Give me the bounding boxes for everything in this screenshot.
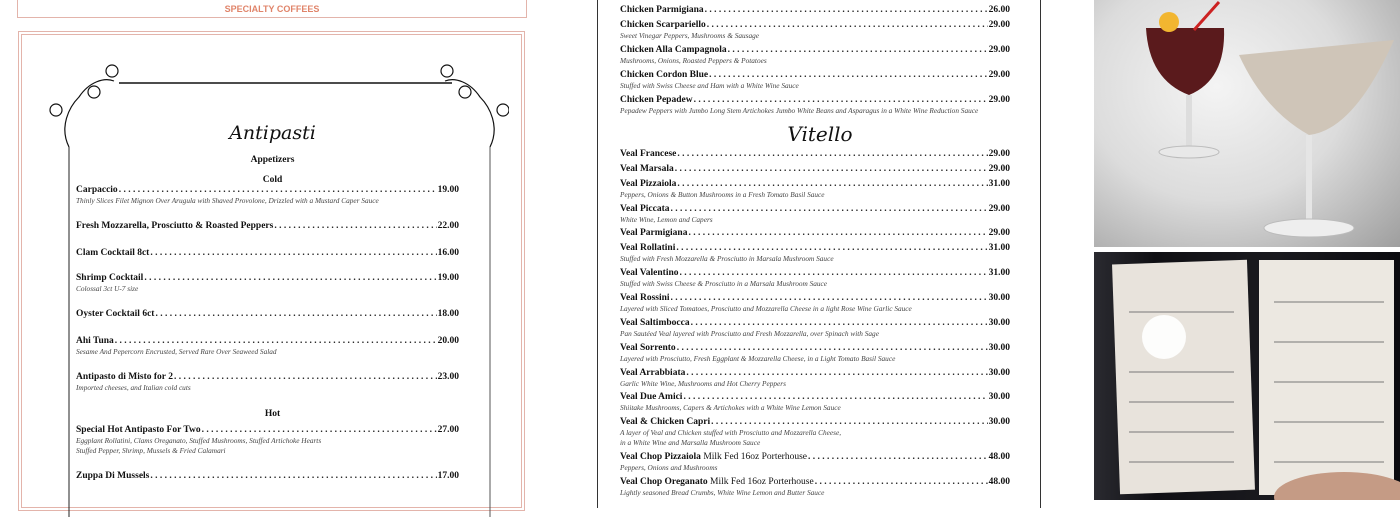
item-price: 19.00 [437, 273, 459, 283]
item-price: 29.00 [988, 149, 1010, 159]
item-description: Shiitake Mushrooms, Capers & Artichokes with a White Wine Lemon Sauce [620, 403, 841, 412]
item-note: Milk Fed 16oz Porterhouse [710, 477, 814, 487]
menu-item [620, 228, 1010, 238]
dot-leader [688, 228, 987, 238]
dot-leader [150, 248, 436, 258]
item-description: Stuffed Pepper, Shrimp, Mussels & Fried Calamari [76, 446, 226, 455]
item-price: 31.00 [988, 268, 1010, 278]
item-description: Mushrooms, Onions, Roasted Peppers & Potatoes [620, 56, 767, 65]
item-price: 30.00 [988, 368, 1010, 378]
dot-leader [671, 293, 988, 303]
dot-leader [686, 368, 987, 378]
item-name: Chicken Scarpariello [620, 20, 706, 30]
item-description: Pepadew Peppers with Jumbo Long Stem Artichokes Jumbo White Beans and Asparagus in a White Wine Reduction Sauce [620, 106, 979, 115]
menu-item [76, 248, 459, 258]
dot-leader [680, 268, 988, 278]
item-price: 30.00 [988, 293, 1010, 303]
item-price: 27.00 [437, 425, 459, 435]
dot-leader [808, 452, 988, 462]
specialty-coffees-label: SPECIALTY COFFEES [224, 4, 320, 14]
item-description: Lightly seasoned Bread Crumbs, White Wine Lemon and Butter Sauce [620, 488, 825, 497]
menu-item [620, 392, 1010, 402]
menu-item [620, 5, 1010, 15]
menu-item [620, 45, 1010, 55]
menu-booklet-image [1094, 252, 1400, 500]
menu-item [620, 164, 1010, 174]
menu-item [620, 70, 1010, 80]
item-price: 29.00 [988, 70, 1010, 80]
item-name: Veal Marsala [620, 164, 674, 174]
item-price: 29.00 [988, 45, 1010, 55]
item-name: Veal Rollatini [620, 243, 676, 253]
item-note: Milk Fed 16oz Porterhouse [703, 452, 808, 462]
menu-item [76, 471, 459, 481]
item-name: Chicken Cordon Blue [620, 70, 709, 80]
item-price: 19.00 [437, 185, 459, 195]
item-price: 18.00 [437, 309, 459, 319]
dot-leader [728, 45, 988, 55]
item-description: A layer of Veal and Chicken stuffed with Prosciutto and Mozzarella Cheese, [620, 428, 842, 437]
cocktail-glasses-image [1094, 0, 1400, 247]
dot-leader [677, 179, 987, 189]
item-price: 31.00 [988, 179, 1010, 189]
dot-leader [274, 221, 436, 231]
dot-leader [691, 318, 988, 328]
dot-leader [677, 343, 988, 353]
item-name: Veal Arrabbiata [620, 368, 686, 378]
item-price: 20.00 [437, 336, 459, 346]
dot-leader [705, 5, 988, 15]
item-name: Chicken Parmigiana [620, 5, 704, 15]
item-name: Veal & Chicken Capri [620, 417, 711, 427]
item-price: 30.00 [988, 417, 1010, 427]
item-name: Special Hot Antipasto For Two [76, 425, 201, 435]
menu-item [620, 417, 1010, 427]
item-description: Layered with Prosciutto, Fresh Eggplant & Mozzarella Cheese, in a Light Tomato Basil Sauce [620, 354, 896, 363]
item-description: Stuffed with Fresh Mozzarella & Prosciutto in Marsala Mushroom Sauce [620, 254, 834, 263]
menu-item [76, 185, 459, 195]
entree-menu-page [597, 0, 1041, 508]
item-description: Imported cheeses, and Italian cold cuts [76, 383, 191, 392]
dot-leader [115, 336, 437, 346]
item-description: Sesame And Pepercorn Encrusted, Served Rare Over Seaweed Salad [76, 347, 277, 356]
antipasti-title: Antipasti [229, 122, 316, 144]
menu-item [620, 149, 1010, 159]
item-description: Stuffed with Swiss Cheese and Ham with a White Wine Sauce [620, 81, 799, 90]
item-price: 23.00 [437, 372, 459, 382]
item-price: 48.00 [988, 452, 1010, 462]
menu-item [620, 452, 1010, 462]
item-name: Veal Chop Pizzaiola [620, 452, 701, 462]
menu-item [76, 425, 459, 435]
dot-leader [155, 309, 436, 319]
appetizers-subtitle: Appetizers [250, 155, 295, 165]
item-name: Chicken Pepadew [620, 95, 693, 105]
item-price: 17.00 [437, 471, 459, 481]
item-description: Sweet Vinegar Peppers, Mushrooms & Sausage [620, 31, 760, 40]
dot-leader [671, 204, 988, 214]
menu-item [76, 221, 459, 231]
item-name: Veal Piccata [620, 204, 670, 214]
item-description: Colossal 3ct U-7 size [76, 284, 139, 293]
dot-leader [815, 477, 988, 487]
item-description: Garlic White Wine, Mushrooms and Hot Cherry Peppers [620, 379, 786, 388]
item-name: Clam Cocktail 8ct [76, 248, 150, 258]
dot-leader [119, 185, 437, 195]
menu-item [620, 368, 1010, 378]
hot-heading: Hot [264, 409, 281, 419]
item-name: Veal Chop Oreganato [620, 477, 708, 487]
specialty-coffees-banner [17, 0, 527, 18]
menu-item [620, 318, 1010, 328]
item-name: Oyster Cocktail 6ct [76, 309, 155, 319]
item-price: 48.00 [988, 477, 1010, 487]
item-price: 26.00 [988, 5, 1010, 15]
dot-leader [202, 425, 437, 435]
cold-heading: Cold [262, 175, 283, 185]
dot-leader [709, 70, 987, 80]
item-description: Peppers, Onions & Button Mushrooms in a Fresh Tomato Basil Sauce [620, 190, 825, 199]
dot-leader [683, 392, 987, 402]
item-description: Peppers, Onions and Mushrooms [620, 463, 718, 472]
menu-item [76, 273, 459, 283]
menu-item [620, 343, 1010, 353]
item-name: Ahi Tuna [76, 336, 114, 346]
item-price: 29.00 [988, 204, 1010, 214]
menu-item [620, 268, 1010, 278]
item-name: Veal Rossini [620, 293, 670, 303]
dot-leader [676, 243, 987, 253]
item-name: Veal Parmigiana [620, 228, 688, 238]
open-menu-photo [1094, 252, 1400, 500]
menu-item [620, 95, 1010, 105]
item-description: in a White Wine and Marsalla Mushroom Sauce [620, 438, 761, 447]
item-name: Carpaccio [76, 185, 118, 195]
item-description: Layered with Sliced Tomatoes, Prosciutto and Mozzarella Cheese in a light Rose Wine Garlic Sauce [620, 304, 912, 313]
vitello-title: Vitello [787, 122, 853, 146]
item-description: Thinly Slices Filet Mignon Over Arugula with Shaved Provolone, Drizzled with a Mustard Caper Sauce [76, 196, 379, 205]
item-price: 29.00 [988, 20, 1010, 30]
item-description: Pan Sautéed Veal layered with Prosciutto and Fresh Mozzarella, over Spinach with Sage [620, 329, 879, 338]
item-price: 22.00 [437, 221, 459, 231]
item-name: Veal Francese [620, 149, 677, 159]
dot-leader [675, 164, 988, 174]
dot-leader [677, 149, 987, 159]
menu-item [76, 372, 459, 382]
menu-item [76, 336, 459, 346]
dot-leader [144, 273, 436, 283]
item-name: Veal Saltimbocca [620, 318, 690, 328]
dot-leader [707, 20, 988, 30]
dot-leader [174, 372, 437, 382]
item-price: 30.00 [988, 392, 1010, 402]
item-name: Antipasto di Misto for 2 [76, 372, 173, 382]
item-name: Zuppa Di Mussels [76, 471, 150, 481]
item-description: White Wine, Lemon and Capers [620, 215, 713, 224]
cocktails-photo [1094, 0, 1400, 247]
dot-leader [150, 471, 436, 481]
item-name: Veal Sorrento [620, 343, 676, 353]
item-price: 30.00 [988, 318, 1010, 328]
item-name: Veal Pizzaiola [620, 179, 677, 189]
item-name: Chicken Alla Campagnola [620, 45, 727, 55]
menu-item [620, 477, 1010, 487]
antipasti-menu-page [18, 31, 525, 511]
item-name: Veal Valentino [620, 268, 679, 278]
item-description: Stuffed with Swiss Cheese & Prosciutto in a Marsala Mushroom Sauce [620, 279, 828, 288]
item-name: Veal Due Amici [620, 392, 683, 402]
item-price: 29.00 [988, 228, 1010, 238]
menu-item [620, 20, 1010, 30]
item-price: 30.00 [988, 343, 1010, 353]
menu-item [620, 243, 1010, 253]
item-price: 29.00 [988, 95, 1010, 105]
item-price: 31.00 [988, 243, 1010, 253]
menu-item [620, 204, 1010, 214]
menu-item [620, 179, 1010, 189]
menu-item [76, 309, 459, 319]
item-price: 29.00 [988, 164, 1010, 174]
dot-leader [694, 95, 988, 105]
dot-leader [711, 417, 987, 427]
item-price: 16.00 [437, 248, 459, 258]
item-description: Eggplant Rollatini, Clams Oreganato, Stuffed Mushrooms, Stuffed Artichoke Hearts [76, 436, 322, 445]
item-name: Fresh Mozzarella, Prosciutto & Roasted Peppers [76, 221, 274, 231]
item-name: Shrimp Cocktail [76, 273, 144, 283]
menu-item [620, 293, 1010, 303]
